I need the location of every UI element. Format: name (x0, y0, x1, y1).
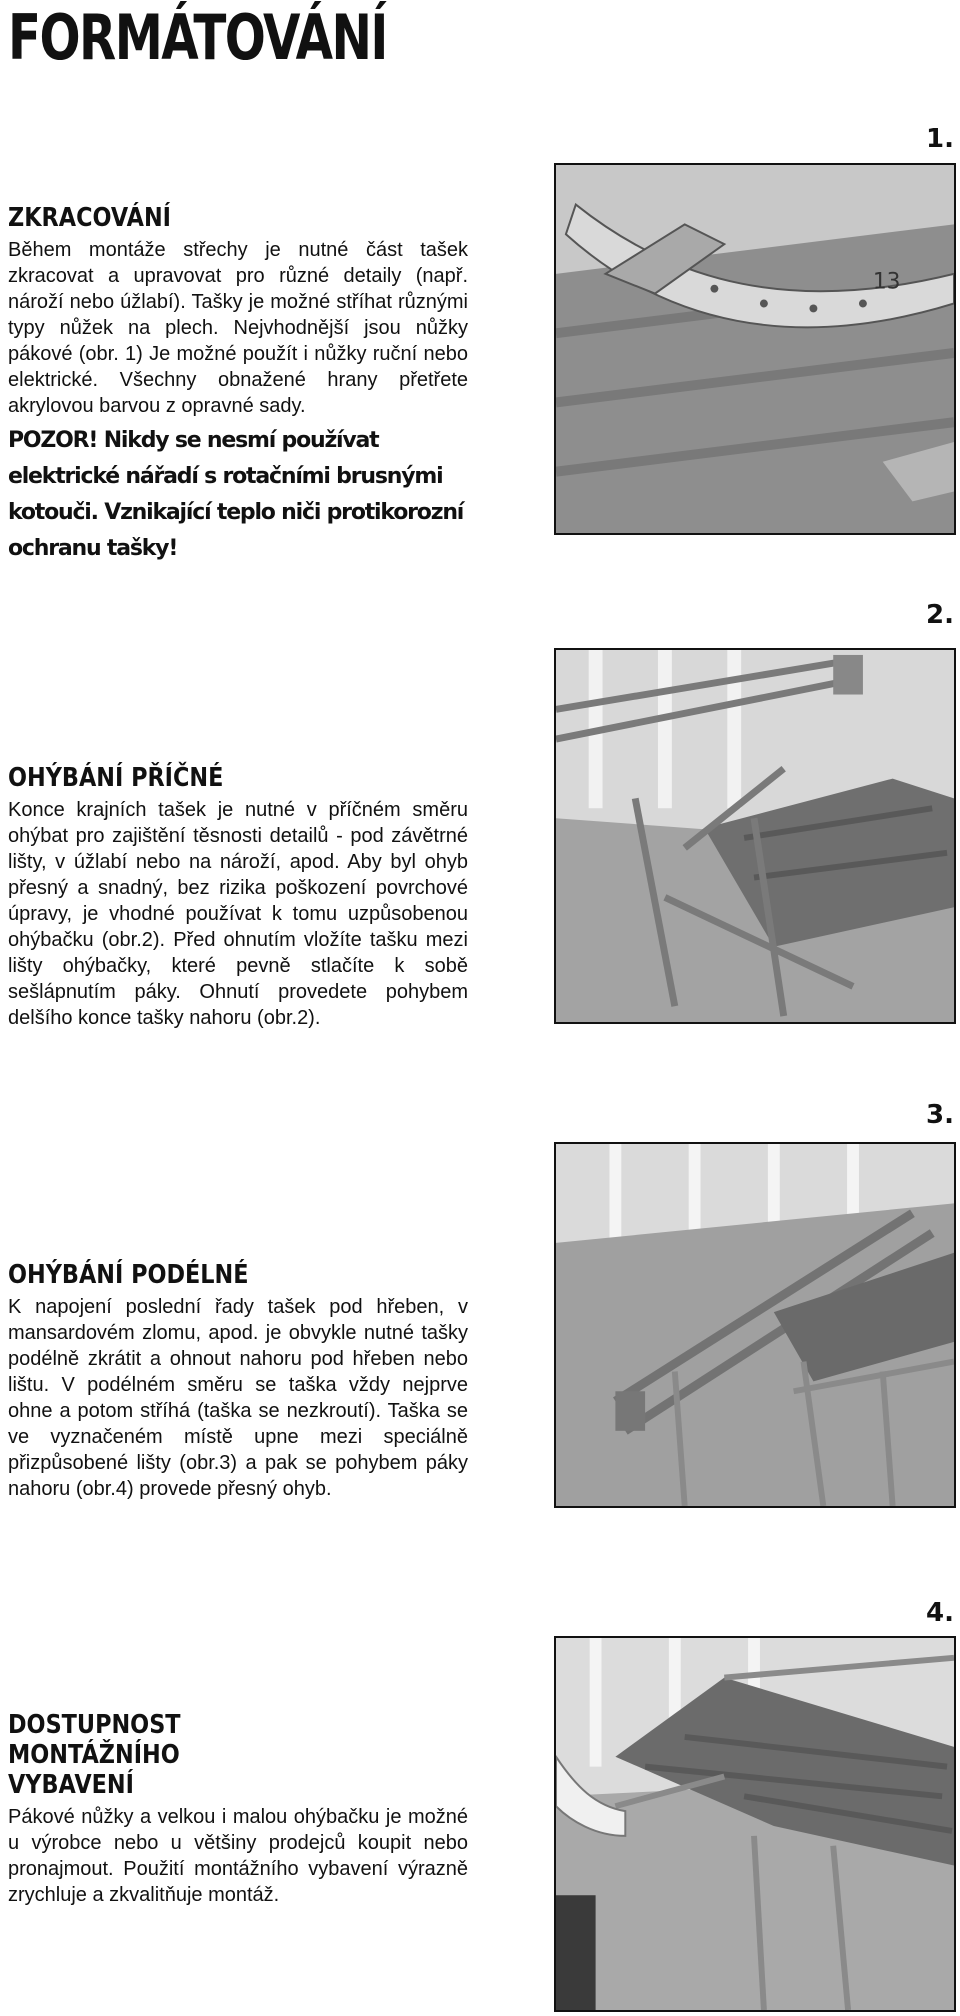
section-heading: OHÝBÁNÍ PŘÍČNÉ (8, 763, 224, 793)
section-text: K napojení poslední řady tašek pod hřeben, v mansardovém zlomu, apod. je obvykle nutné tašky podélně zkrátit a ohnout nahoru pod hřeben nebo lištu. V podélném směru se taška vždy nejprve ohne a potom stříhá (taška se nezkroutí). Taška se ve vyznačeném místě upne mezi speciálně přizpůsobené lišty (obr.3) a pak se pohybem páky nahoru (obr.4) provede přesný ohyb. (8, 1296, 468, 1500)
section-dostupnost (8, 1710, 468, 1908)
section-text: Pákové nůžky a velkou i malou ohýbačku je možné u výrobce nebo u většiny prodejců koupit nebo pronajmout. Použití montážního vybavení výrazně zrychluje a zkvalitňuje montáž. (8, 1806, 468, 1906)
figure-number-1: 1. (926, 124, 954, 154)
shears-mark-label: 13 (872, 269, 901, 295)
bender-illustration (556, 650, 954, 1022)
figure-1-lever-shears-photo (554, 163, 956, 535)
section-ohybani-podelne (8, 1260, 468, 1502)
figure-4-lever-bend-photo (554, 1636, 956, 2012)
warning-text: POZOR! Nikdy se nesmí používat elektrické nářadí s rotačními brusnými kotouči. Vznikající teplo niči protikorozní ochranu tašky! (8, 428, 464, 561)
figure-number-4: 4. (926, 1598, 954, 1628)
figure-2-transverse-bender-photo (554, 648, 956, 1024)
lever-bend-illustration (556, 1638, 954, 2010)
section-zkracovani (8, 203, 468, 567)
section-text: Konce krajních tašek je nutné v příčném směru ohýbat pro zajištění těsnosti detailů - pod závětrné lišty, v úžlabí nebo na nároží, apod. Aby byl ohyb přesný a snadný, bez rizika poškození povrchové úpravy, je vhodné používat k tomu uzpůsobenou ohýbačku (obr.2). Před ohnutím vložíte tašku mezi lišty ohýbačky, které pevně stlačíte k sobě sešlápnutím páky. Ohnutí provedete pohybem delšího konce tašky nahoru (obr.2). (8, 799, 468, 1029)
section-ohybani-pricne (8, 763, 468, 1031)
figure-number-3: 3. (926, 1100, 954, 1130)
shears-illustration (556, 165, 954, 533)
page-title: FORMÁTOVÁNÍ (8, 1, 387, 74)
section-heading: DOSTUPNOST MONTÁŽNÍHO VYBAVENÍ (8, 1710, 181, 1800)
figure-number-2: 2. (926, 600, 954, 630)
section-heading: ZKRACOVÁNÍ (8, 203, 172, 233)
section-text: Během montáže střechy je nutné část tašek zkracovat a upravovat pro různé detaily (např. nároží nebo úžlabí). Tašky je možné stříhat různými typy nůžek na plech. Nejvhodnější jsou nůžky pákové (obr. 1) Je možné použít i nůžky ruční nebo elektrické. Všechny obnažené hrany přetřete akrylovou barvou z opravné sady. (8, 239, 468, 417)
section-heading: OHÝBÁNÍ PODÉLNÉ (8, 1260, 249, 1290)
longitudinal-bender-illustration (556, 1144, 954, 1506)
figure-3-longitudinal-bender-photo (554, 1142, 956, 1508)
